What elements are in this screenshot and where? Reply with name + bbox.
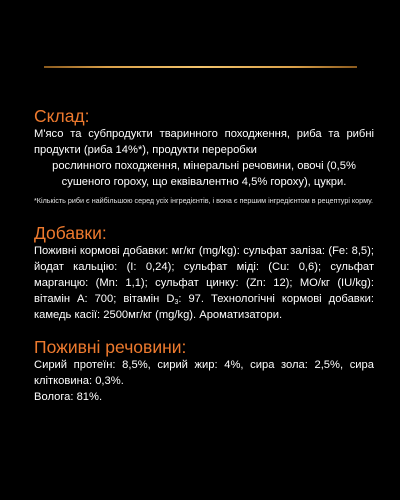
additives-title: Добавки: (34, 222, 107, 243)
nutrients-moisture: Волога: 81%. (34, 390, 103, 403)
gold-divider (44, 66, 357, 68)
nutrients-text: Сирий протеїн: 8,5%, сирий жир: 4%, сира зола: 2,5%, сира клітковина: 0,3%. (34, 358, 374, 387)
nutrients-section (34, 337, 374, 405)
composition-section (34, 106, 374, 206)
additives-text (34, 243, 374, 323)
composition-footnote: *Кількість риби є найбільшою серед усіх інгредієнтів, і вона є першим інгредієнтом в рецептурі корму. (34, 196, 374, 205)
additives-section (34, 223, 374, 323)
composition-title: Склад: (34, 106, 90, 126)
composition-text (34, 126, 374, 190)
vitamin-d-subscript: 3 (174, 298, 179, 306)
additives-text-part-2: : 97. Технологічні кормові добавки: камедь касії: 2500мг/кг (mg/kg). Ароматизатори. (34, 292, 374, 321)
nutrients-title: Поживні речовини: (34, 336, 187, 357)
composition-line-2: рослинного походження, мінеральні речовини, овочі (0,5% сушеного гороху, що еквівалентно 4,5% гороху), цукри. (52, 160, 356, 188)
composition-line-1: М'ясо та субпродукти тваринного походження, риба та рибні продукти (риба 14%*), продукти переробки (34, 128, 374, 156)
label-content (34, 106, 374, 405)
additives-text-part-1: Поживні кормові добавки: мг/кг (mg/kg): сульфат заліза: (Fe: 8,5); йодат кальцію: (I: 0,24); сульфат міді: (Cu: 0,6); сульфат марганцю: (Mn: 1,1); сульфат цинку: (Zn: 12); МО/кг (IU/kg): вітамін А: 700; вітамін D (34, 244, 374, 305)
